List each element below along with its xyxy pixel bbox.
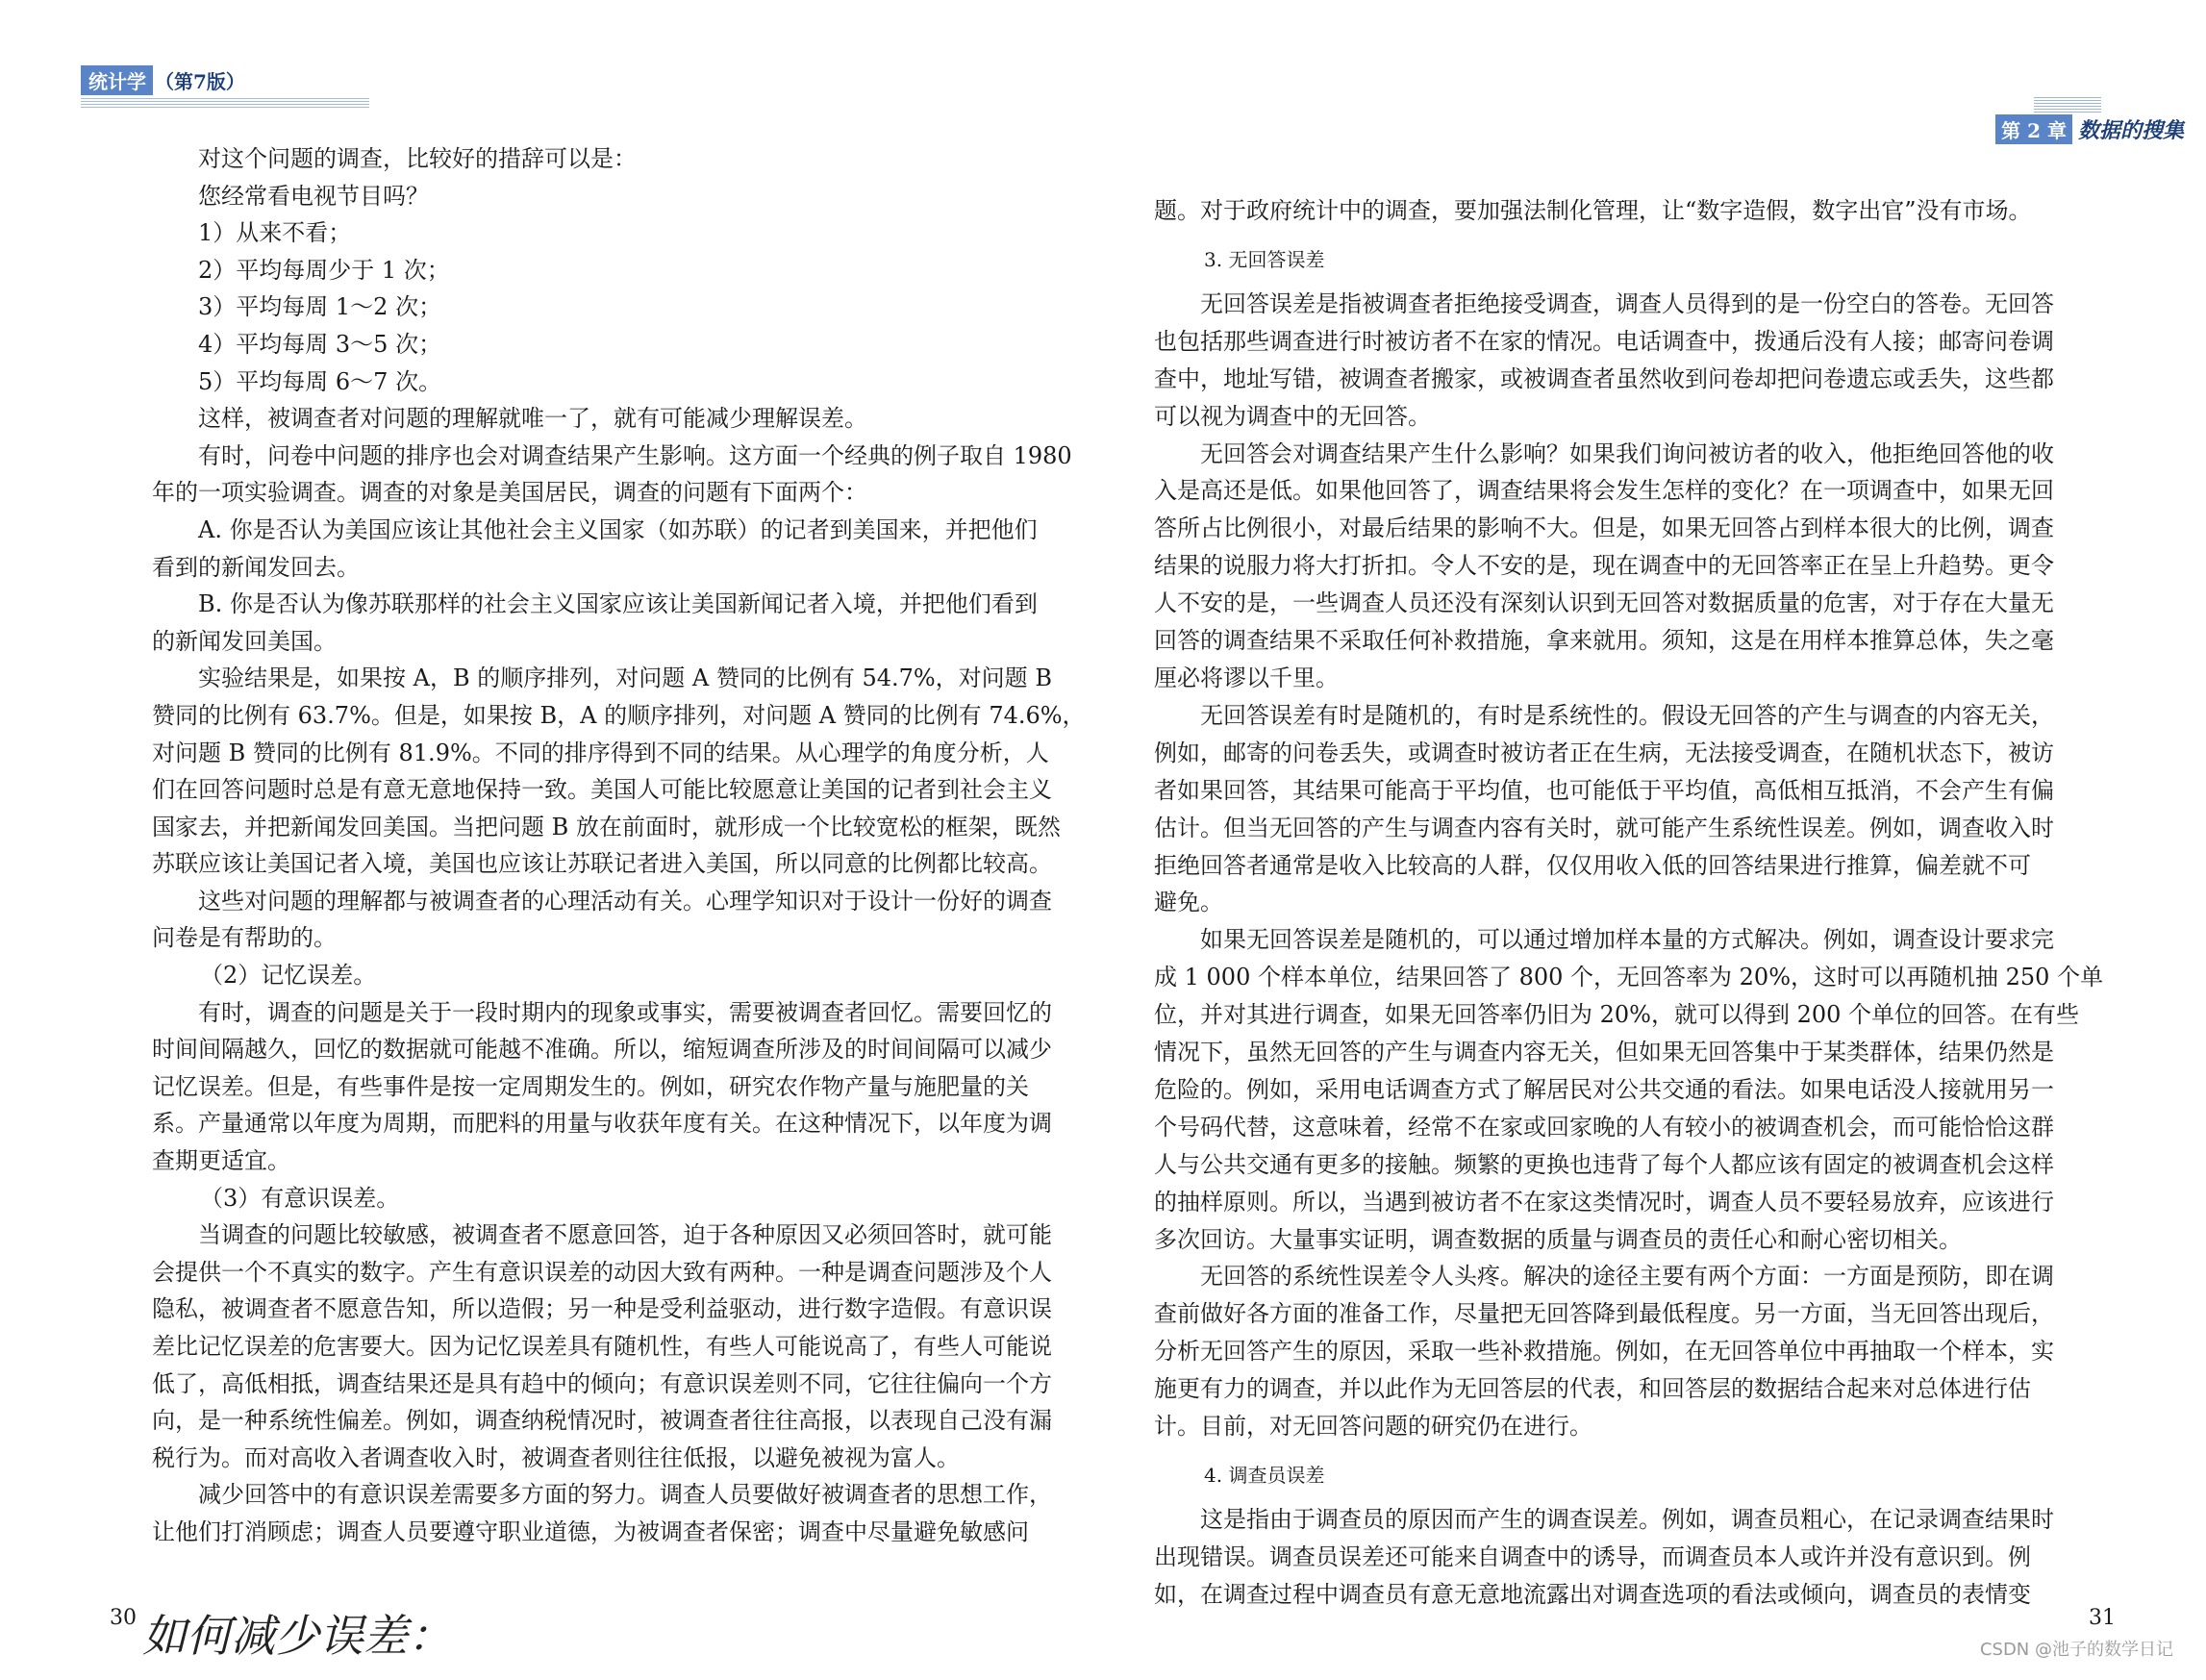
text-line: 结果的说服力将大打折扣。令人不安的是，现在调查中的无回答率正在呈上升趋势。更令 bbox=[1154, 552, 2054, 580]
right-body-text bbox=[1154, 192, 2154, 1614]
text-line: 4）平均每周 3～5 次； bbox=[198, 330, 442, 358]
text-line: 分析无回答产生的原因，采取一些补救措施。例如，在无回答单位中再抽取一个样本，实 bbox=[1154, 1338, 2054, 1366]
text-line: 差比记忆误差的危害要大。因为记忆误差具有随机性，有些人可能说高了，有些人可能说 bbox=[152, 1333, 1052, 1360]
text-line: 人不安的是，一些调查人员还没有深刻认识到无回答对数据质量的危害，对于存在大量无 bbox=[1154, 589, 2054, 617]
text-line: 估计。但当无回答的产生与调查内容有关时，就可能产生系统性误差。例如，调查收入时 bbox=[1154, 814, 2054, 841]
text-line: 如，在调查过程中调查员有意无意地流露出对调查选项的看法或倾向，调查员的表情变 bbox=[1154, 1580, 2031, 1608]
text-line: 拒绝回答者通常是收入比较高的人群，仅仅用收入低的回答结果进行推算，偏差就不可 bbox=[1154, 851, 2031, 879]
section-heading-4: 4. 调查员误差 bbox=[1204, 1464, 1325, 1487]
book-header bbox=[81, 63, 245, 96]
text-line: 避免。 bbox=[1154, 889, 1223, 916]
text-line: 施更有力的调查，并以此作为无回答层的代表，和回答层的数据结合起来对总体进行估 bbox=[1154, 1375, 2031, 1403]
text-line: 看到的新闻发回去。 bbox=[152, 553, 360, 581]
text-line: 5）平均每周 6～7 次。 bbox=[198, 367, 442, 395]
text-line: 查前做好各方面的准备工作，尽量把无回答降到最低程度。另一方面，当无回答出现后， bbox=[1154, 1300, 2054, 1328]
text-line: 这是指由于调查员的原因而产生的调查误差。例如，调查员粗心，在记录调查结果时 bbox=[1200, 1506, 2054, 1533]
text-line: 题。对于政府统计中的调查，要加强法制化管理，让“数字造假，数字出官”没有市场。 bbox=[1154, 197, 2032, 224]
text-line: 有时，问卷中问题的排序也会对调查结果产生影响。这方面一个经典的例子取自 1980 bbox=[198, 441, 1072, 469]
text-line: 向，是一种系统性偏差。例如，调查纳税情况时，被调查者往往高报，以表现自己没有漏 bbox=[152, 1407, 1052, 1435]
text-line: 人与公共交通有更多的接触。频繁的更换也违背了每个人都应该有固定的被调查机会这样 bbox=[1154, 1150, 2054, 1178]
text-line: 会提供一个不真实的数字。产生有意识误差的动因大致有两种。一种是调查问题涉及个人 bbox=[152, 1258, 1052, 1286]
text-line: 1）从来不看； bbox=[198, 219, 352, 247]
text-line: 这样，被调查者对问题的理解就唯一了，就有可能减少理解误差。 bbox=[198, 405, 867, 433]
text-line: 位，并对其进行调查，如果无回答率仍旧为 20%，就可以得到 200 个单位的回答。在有些 bbox=[1154, 1001, 2080, 1029]
text-line: 个号码代替，这意味着，经常不在家或回家晚的人有较小的被调查机会，而可能恰恰这群 bbox=[1154, 1113, 2054, 1141]
text-line: B. 你是否认为像苏联那样的社会主义国家应该让美国新闻记者入境，并把他们看到 bbox=[198, 590, 1038, 618]
handwritten-note-left: 如何减少误差： bbox=[142, 1610, 452, 1662]
text-line: 问卷是有帮助的。 bbox=[152, 924, 337, 952]
text-line: 无回答误差有时是随机的，有时是系统性的。假设无回答的产生与调查的内容无关， bbox=[1200, 701, 2054, 729]
text-line: 隐私，被调查者不愿意告知，所以造假；另一种是受利益驱动，进行数字造假。有意识误 bbox=[152, 1295, 1052, 1323]
text-line: 无回答误差是指被调查者拒绝接受调查，调查人员得到的是一份空白的答卷。无回答 bbox=[1200, 289, 2054, 317]
chapter-title: 数据的搜集 bbox=[2077, 118, 2184, 143]
text-line: 多次回访。大量事实证明，调查数据的质量与调查员的责任心和耐心密切相关。 bbox=[1154, 1225, 1962, 1253]
text-line: A. 你是否认为美国应该让其他社会主义国家（如苏联）的记者到美国来，并把他们 bbox=[198, 515, 1038, 543]
text-line: 可以视为调查中的无回答。 bbox=[1154, 402, 1431, 430]
text-line: 无回答的系统性误差令人头疼。解决的途径主要有两个方面：一方面是预防，即在调 bbox=[1200, 1263, 2054, 1291]
page-number-left: 30 bbox=[110, 1606, 137, 1630]
text-line: 成 1 000 个样本单位，结果回答了 800 个，无回答率为 20%，这时可以再随机抽 250 个单 bbox=[1154, 964, 2104, 991]
left-body-text bbox=[152, 140, 1104, 1551]
chapter-header bbox=[1995, 114, 2184, 144]
text-line: 苏联应该让美国记者入境，美国也应该让苏联记者进入美国，所以同意的比例都比较高。 bbox=[152, 850, 1052, 878]
text-line: 国家去，并把新闻发回美国。当把问题 B 放在前面时，就形成一个比较宽松的框架，既然 bbox=[152, 813, 1061, 840]
text-line: 3）平均每周 1～2 次； bbox=[198, 293, 442, 321]
text-line: 对问题 B 赞同的比例有 81.9%。不同的排序得到不同的结果。从心理学的角度分析，人 bbox=[152, 739, 1049, 766]
header-decor-lines bbox=[2034, 97, 2101, 113]
text-line: 赞同的比例有 63.7%。但是，如果按 B，A 的顺序排列，对问题 A 赞同的比例有 74.6%， bbox=[152, 701, 1086, 729]
text-line: 系。产量通常以年度为周期，而肥料的用量与收获年度有关。在这种情况下，以年度为调 bbox=[152, 1110, 1052, 1138]
text-line: 这些对问题的理解都与被调查者的心理活动有关。心理学知识对于设计一份好的调查 bbox=[198, 887, 1052, 915]
text-line: 情况下，虽然无回答的产生与调查内容无关，但如果无回答集中于某类群体，结果仍然是 bbox=[1154, 1039, 2054, 1066]
text-line: 减少回答中的有意识误差需要多方面的努力。调查人员要做好被调查者的思想工作， bbox=[198, 1481, 1052, 1509]
text-line: 年的一项实验调查。调查的对象是美国居民，调查的问题有下面两个： bbox=[152, 479, 867, 507]
text-line: 危险的。例如，采用电话调查方式了解居民对公共交通的看法。如果电话没人接就用另一 bbox=[1154, 1075, 2054, 1103]
text-line: 无回答会对调查结果产生什么影响？如果我们询问被访者的收入，他拒绝回答他的收 bbox=[1200, 439, 2054, 467]
section-4-text bbox=[1154, 1501, 2154, 1614]
text-line: 的抽样原则。所以，当遇到被访者不在家这类情况时，调查人员不要轻易放弃，应该进行 bbox=[1154, 1188, 2054, 1216]
text-line: 时间间隔越久，回忆的数据就可能越不准确。所以，缩短调查所涉及的时间间隔可以减少 bbox=[152, 1036, 1052, 1064]
subsection-heading: （3）有意识误差。 bbox=[200, 1184, 400, 1212]
text-line: 如果无回答误差是随机的，可以通过增加样本量的方式解决。例如，调查设计要求完 bbox=[1200, 926, 2054, 954]
text-line: 实验结果是，如果按 A，B 的顺序排列，对问题 A 赞同的比例有 54.7%，对问题 B bbox=[198, 664, 1052, 692]
text-line: 例如，邮寄的问卷丢失，或调查时被访者正在生病，无法接受调查，在随机状态下，被访 bbox=[1154, 739, 2054, 766]
section-heading-3: 3. 无回答误差 bbox=[1204, 247, 1325, 271]
text-line: 们在回答问题时总是有意无意地保持一致。美国人可能比较愿意让美国的记者到社会主义 bbox=[152, 776, 1052, 804]
text-line: 您经常看电视节目吗？ bbox=[198, 182, 429, 210]
text-line: 低了，高低相抵，调查结果还是具有趋中的倾向；有意识误差则不同，它往往偏向一个方 bbox=[152, 1369, 1052, 1397]
text-line: 入是高还是低。如果他回答了，调查结果将会发生怎样的变化？在一项调查中，如果无回 bbox=[1154, 477, 2054, 505]
text-line: 让他们打消顾虑；调查人员要遵守职业道德，为被调查者保密；调查中尽量避免敏感问 bbox=[152, 1517, 1029, 1545]
header-decor-lines bbox=[81, 98, 369, 108]
book-title-tag: 统计学 bbox=[81, 65, 153, 95]
text-line: 的新闻发回美国。 bbox=[152, 627, 337, 655]
watermark: CSDN @池子的数学日记 bbox=[1979, 1640, 2173, 1660]
text-line: 对这个问题的调查，比较好的措辞可以是： bbox=[198, 145, 637, 172]
text-line: 者如果回答，其结果可能高于平均值，也可能低于平均值，高低相互抵消，不会产生有偏 bbox=[1154, 776, 2054, 804]
text-line: 2）平均每周少于 1 次； bbox=[198, 256, 450, 284]
book-edition: （第7版） bbox=[155, 69, 245, 93]
text-line: 出现错误。调查员误差还可能来自调查中的诱导，而调查员本人或许并没有意识到。例 bbox=[1154, 1542, 2031, 1570]
text-line: 当调查的问题比较敏感，被调查者不愿意回答，迫于各种原因又必须回答时，就可能 bbox=[198, 1221, 1052, 1249]
text-line: 税行为。而对高收入者调查收入时，被调查者则往往低报，以避免被视为富人。 bbox=[152, 1443, 960, 1471]
chapter-tag: 第 2 章 bbox=[1995, 114, 2072, 144]
text-line: 计。目前，对无回答问题的研究仍在进行。 bbox=[1154, 1413, 1592, 1441]
text-line: 也包括那些调查进行时被访者不在家的情况。电话调查中，拨通后没有人接；邮寄问卷调 bbox=[1154, 327, 2054, 355]
text-line: 记忆误差。但是，有些事件是按一定周期发生的。例如，研究农作物产量与施肥量的关 bbox=[152, 1072, 1029, 1100]
text-line: 查中，地址写错，被调查者搬家，或被调查者虽然收到问卷却把问卷遗忘或丢失，这些都 bbox=[1154, 364, 2054, 392]
text-line: 答所占比例很小，对最后结果的影响不大。但是，如果无回答占到样本很大的比例，调查 bbox=[1154, 514, 2054, 542]
text-line: 有时，调查的问题是关于一段时期内的现象或事实，需要被调查者回忆。需要回忆的 bbox=[198, 998, 1052, 1026]
text-line: 查期更适宜。 bbox=[152, 1147, 290, 1175]
right-page bbox=[1116, 0, 2206, 1680]
section-3-text bbox=[1154, 286, 2154, 1445]
text-line: 厘必将谬以千里。 bbox=[1154, 664, 1339, 691]
subsection-heading: （2）记忆误差。 bbox=[200, 962, 377, 990]
page-number-right: 31 bbox=[2089, 1606, 2116, 1630]
text-line: 回答的调查结果不采取任何补救措施，拿来就用。须知，这是在用样本推算总体，失之毫 bbox=[1154, 627, 2054, 655]
